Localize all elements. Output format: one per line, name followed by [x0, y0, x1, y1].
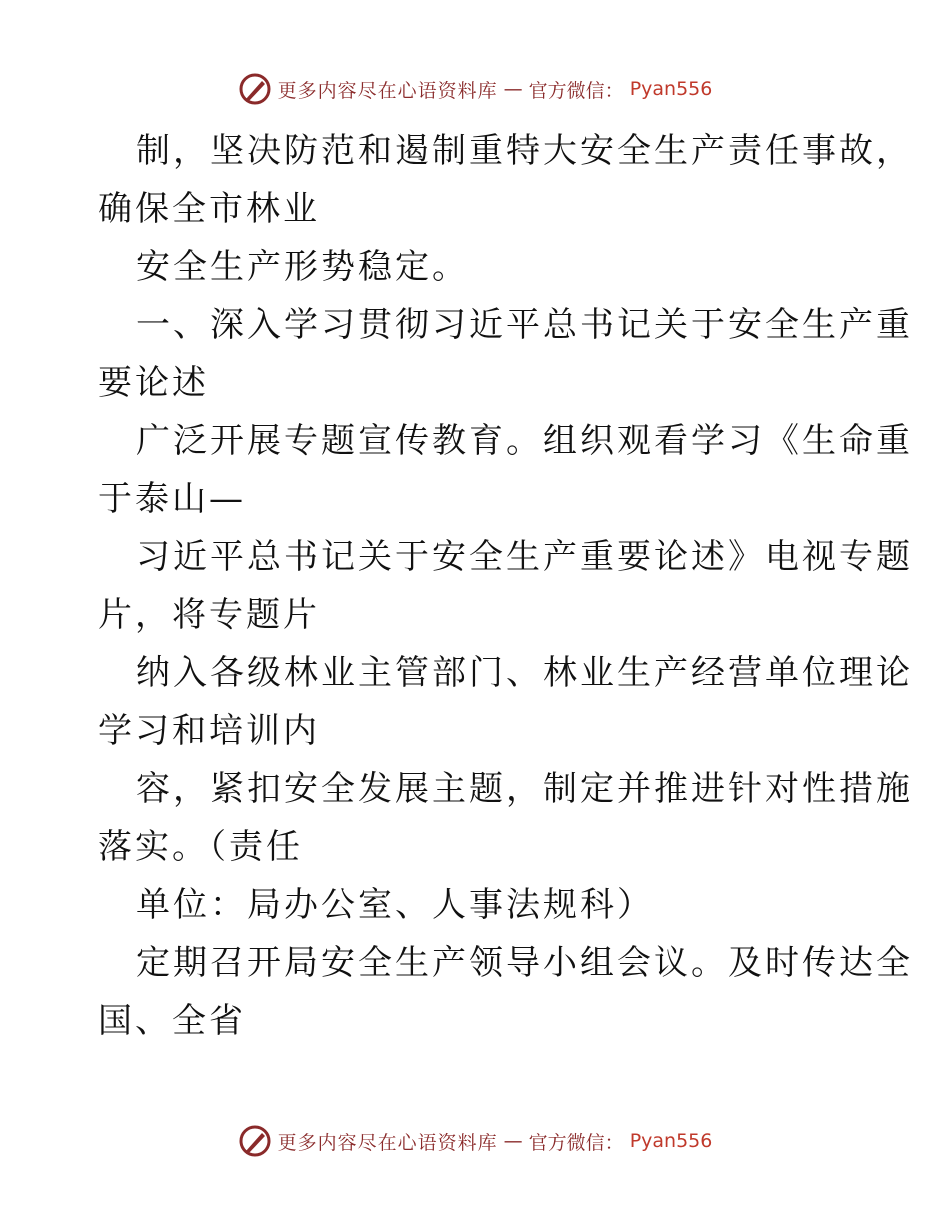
text-line: 安全生产形势稳定。 [136, 247, 469, 287]
text-line: 容，紧扣安全发展主题，制定并推进针对性措施 [136, 769, 913, 809]
text-line: 定期召开局安全生产领导小组会议。及时传达全 [136, 943, 913, 983]
watermark-separator: — [503, 1130, 523, 1152]
watermark-title: 更多内容尽在心语资料库 [277, 1131, 498, 1154]
watermark-wechat-label: 官方微信： [528, 79, 624, 102]
pen-logo-icon [238, 1124, 272, 1158]
header-watermark [0, 72, 950, 106]
text-line: 广泛开展专题宣传教育。组织观看学习《生命重 [136, 421, 913, 461]
text-line: 习近平总书记关于安全生产重要论述》电视专题 [136, 537, 913, 577]
text-line: 一、深入学习贯彻习近平总书记关于安全生产重 [136, 305, 913, 345]
pen-logo-icon [238, 72, 272, 106]
text-line: 要论述 [98, 363, 209, 403]
watermark-wechat-id: Pyan556 [629, 78, 713, 100]
text-line: 学习和培训内 [98, 711, 320, 751]
text-line: 单位：局办公室、人事法规科） [136, 885, 654, 925]
footer-watermark [0, 1124, 950, 1158]
text-line: 纳入各级林业主管部门、林业生产经营单位理论 [136, 653, 913, 693]
watermark-separator: — [503, 78, 523, 100]
watermark-wechat-label: 官方微信： [528, 1131, 624, 1154]
watermark-wechat-id: Pyan556 [629, 1130, 713, 1152]
text-line: 确保全市林业 [98, 189, 320, 229]
text-line: 于泰山— [98, 479, 246, 519]
text-line: 国、全省 [98, 1001, 246, 1041]
text-line: 制，坚决防范和遏制重特大安全生产责任事故， [136, 131, 913, 171]
watermark-title: 更多内容尽在心语资料库 [277, 79, 498, 102]
document-body [98, 122, 913, 1050]
text-line: 片，将专题片 [98, 595, 320, 635]
text-line: 落实。（责任 [98, 827, 303, 867]
